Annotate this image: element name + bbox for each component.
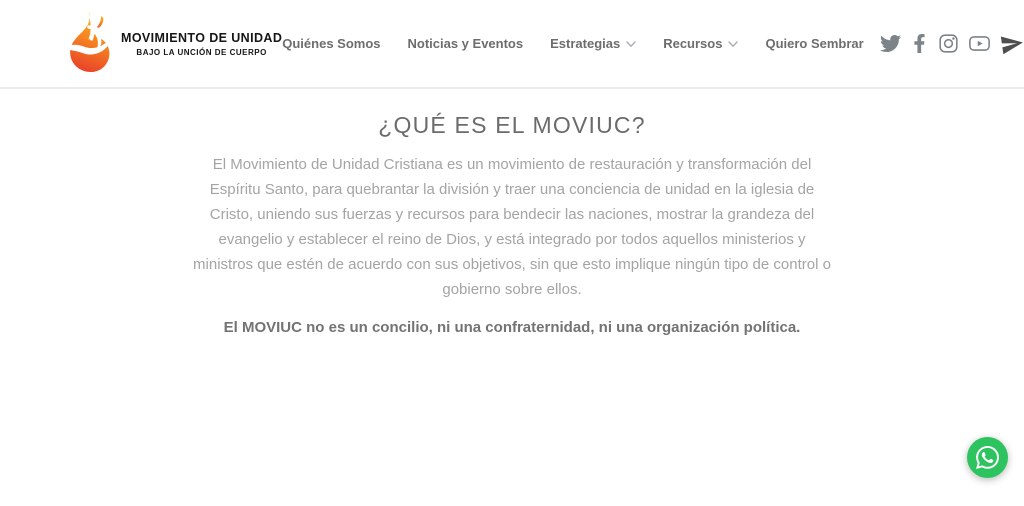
chevron-down-icon	[728, 41, 738, 48]
nav-label: Noticias y Eventos	[407, 36, 524, 51]
logo-subtitle: BAJO LA UNCIÓN DE CUERPO	[136, 47, 267, 57]
logo-text	[121, 31, 282, 57]
nav-label: Estrategias	[550, 36, 621, 51]
flame-dove-logo-icon	[58, 8, 114, 80]
facebook-icon[interactable]	[910, 34, 929, 53]
nav-item-estrategias[interactable]	[550, 36, 636, 51]
nav-label: Recursos	[663, 36, 723, 51]
nav-label: Quiénes Somos	[282, 36, 381, 51]
page-title: ¿QUÉ ES EL MOVIUC?	[378, 112, 646, 138]
whatsapp-icon	[976, 446, 999, 469]
site-logo[interactable]	[58, 8, 282, 80]
chevron-down-icon	[626, 41, 636, 48]
twitter-icon[interactable]	[880, 33, 901, 54]
instagram-icon[interactable]	[938, 33, 959, 54]
nav-item-quienes-somos[interactable]	[282, 36, 380, 51]
youtube-icon[interactable]	[968, 33, 991, 54]
site-header	[0, 0, 1024, 89]
intro-paragraph: El Movimiento de Unidad Cristiana es un movimiento de restauración y transformación del Espíritu Santo, para quebrantar la división y traer una conciencia de unidad en la iglesia de Cristo, uniendo sus fuerzas y recursos para bendecir las naciones, mostrar la grandeza del evangelio y establecer el reino de Dios, y está integrado por todos aquellos ministerios y ministros que estén de acuerdo con sus objetivos, sin que esto implique ningún tipo de control o gobierno sobre ellos.	[193, 156, 831, 298]
emphasis-paragraph: El MOVIUC no es un concilio, ni una confraternidad, ni una organización política.	[223, 319, 801, 336]
nav-label: Quiero Sembrar	[765, 36, 864, 51]
main-content	[0, 89, 1024, 339]
nav-item-quiero-sembrar[interactable]	[765, 36, 863, 51]
telegram-plane-icon[interactable]	[1000, 32, 1024, 56]
nav-item-recursos[interactable]	[663, 36, 738, 51]
social-icons	[880, 32, 1024, 56]
whatsapp-button[interactable]	[967, 437, 1008, 478]
logo-title: MOVIMIENTO DE UNIDAD	[121, 30, 283, 45]
nav-item-noticias-y-eventos[interactable]	[408, 36, 524, 51]
main-nav	[282, 36, 863, 51]
